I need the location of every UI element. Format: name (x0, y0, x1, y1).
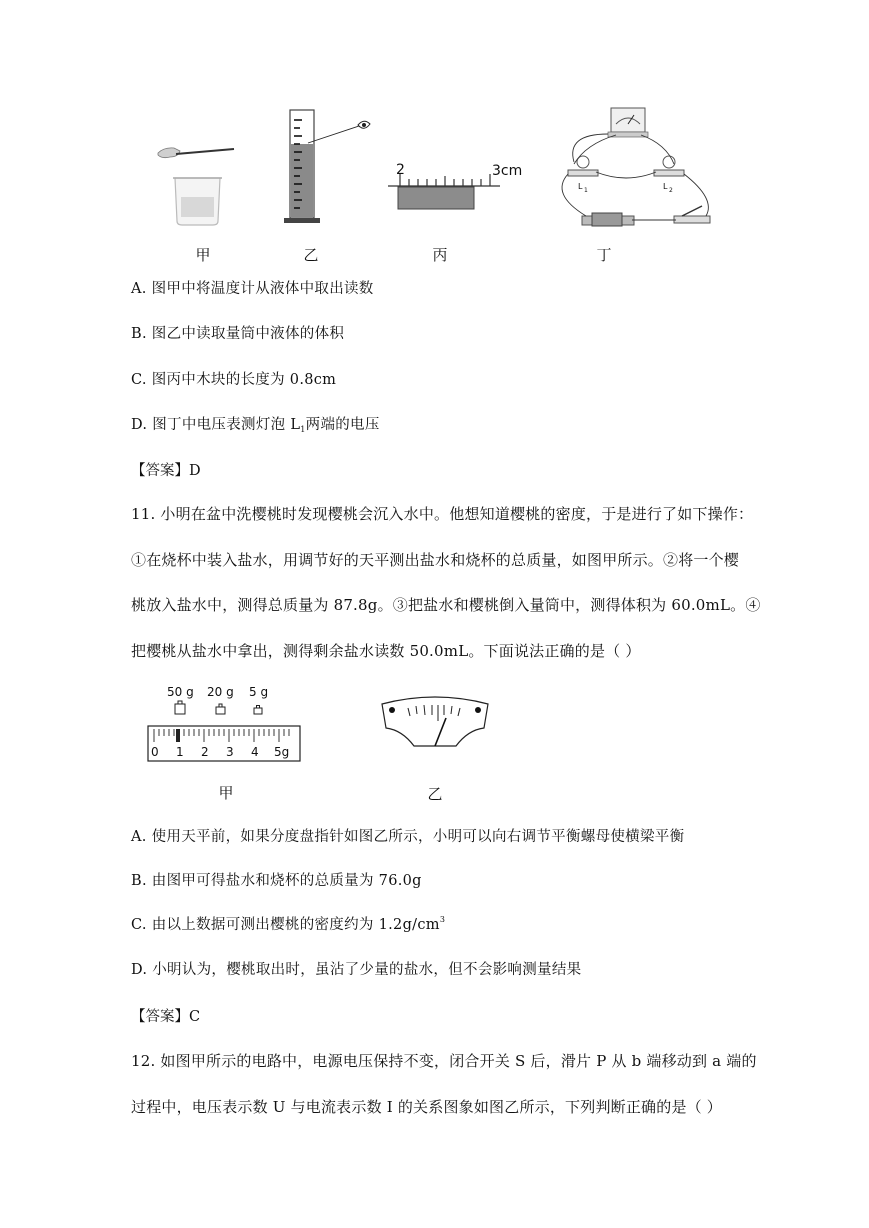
scale-tick-5g: 5g (274, 745, 290, 759)
q11-option-c (131, 913, 445, 934)
q11-option-b: B. 由图甲可得盐水和烧杯的总质量为 76.0g (131, 873, 422, 889)
lamp-label-2: 2 (669, 187, 673, 194)
weight-20g-icon (216, 704, 225, 714)
weight-5g-icon (254, 706, 262, 715)
ruler-block-figure (386, 156, 531, 216)
weight-label-50g: 50 g (167, 685, 194, 699)
q10-option-a: A. 图甲中将温度计从液体中取出读数 (131, 281, 374, 297)
q10-option-d-suffix: 两端的电压 (305, 417, 380, 433)
balance-scale-figure (140, 682, 310, 768)
scale-tick-0: 0 (151, 745, 159, 759)
caption-bing: 丙 (432, 246, 448, 264)
lamp-label-1: 1 (584, 187, 588, 194)
q11-option-a: A. 使用天平前，如果分度盘指针如图乙所示，小明可以向右调节平衡螺母使横梁平衡 (131, 829, 685, 845)
q10-option-d (131, 413, 380, 434)
ruler-label-3cm: 3cm (492, 163, 523, 179)
circuit-figure (546, 104, 721, 234)
scale-tick-3: 3 (226, 745, 234, 759)
scale-tick-1: 1 (176, 745, 184, 759)
q11-stem-line-3: 桃放入盐水中，测得总质量为 87.8g。③把盐水和樱桃倒入量筒中，测得体积为 60.0mL。④ (131, 596, 761, 614)
q10-option-d-prefix: D. 图丁中电压表测灯泡 L (131, 417, 301, 433)
scale-tick-2: 2 (201, 745, 209, 759)
q12-stem-line-1: 12. 如图甲所示的电路中，电源电压保持不变，闭合开关 S 后，滑片 P 从 b 端移动到 a 端的 (131, 1052, 757, 1070)
q11-stem-line-4: 把樱桃从盐水中拿出，测得剩余盐水读数 50.0mL。下面说法正确的是（ ） (131, 642, 641, 660)
caption-jia: 甲 (195, 246, 211, 264)
dial-pointer-figure (378, 694, 492, 752)
q11-stem-line-1: 11. 小明在盆中洗樱桃时发现樱桃会沉入水中。他想知道樱桃的密度，于是进行了如下操作： (131, 505, 754, 523)
lamp-label-l2: L (663, 182, 668, 191)
weight-label-20g: 20 g (207, 685, 234, 699)
caption-yi-q11: 乙 (427, 785, 443, 803)
q12-stem-line-2: 过程中，电压表示数 U 与电流表示数 I 的关系图象如图乙所示，下列判断正确的是（ ） (131, 1098, 723, 1116)
weight-50g-icon (175, 701, 185, 714)
q11-stem-line-2: ①在烧杯中装入盐水，用调节好的天平测出盐水和烧杯的总质量，如图甲所示。②将一个樱 (131, 551, 740, 569)
lamp-label-l: L (578, 182, 583, 191)
ruler-label-2: 2 (396, 162, 405, 178)
q10-option-b: B. 图乙中读取量筒中液体的体积 (131, 326, 345, 342)
caption-ding: 丁 (596, 246, 612, 264)
q10-option-c: C. 图丙中木块的长度为 0.8cm (131, 372, 337, 388)
q10-answer: 【答案】D (131, 463, 201, 479)
q11-option-c-prefix: C. 由以上数据可测出樱桃的密度约为 1.2g/cm (131, 917, 440, 933)
q11-answer: 【答案】C (131, 1009, 201, 1025)
scale-tick-4: 4 (251, 745, 259, 759)
caption-jia-q11: 甲 (218, 784, 234, 802)
thermometer-beaker-figure (150, 135, 240, 230)
graduated-cylinder-figure (278, 106, 378, 226)
q11-option-c-superscript: 3 (439, 915, 446, 924)
q11-option-d: D. 小明认为，樱桃取出时，虽沾了少量的盐水，但不会影响测量结果 (131, 962, 582, 978)
weight-label-5g: 5 g (249, 685, 269, 699)
caption-yi: 乙 (303, 246, 319, 264)
q10-option-d-subscript: 1 (300, 425, 306, 434)
